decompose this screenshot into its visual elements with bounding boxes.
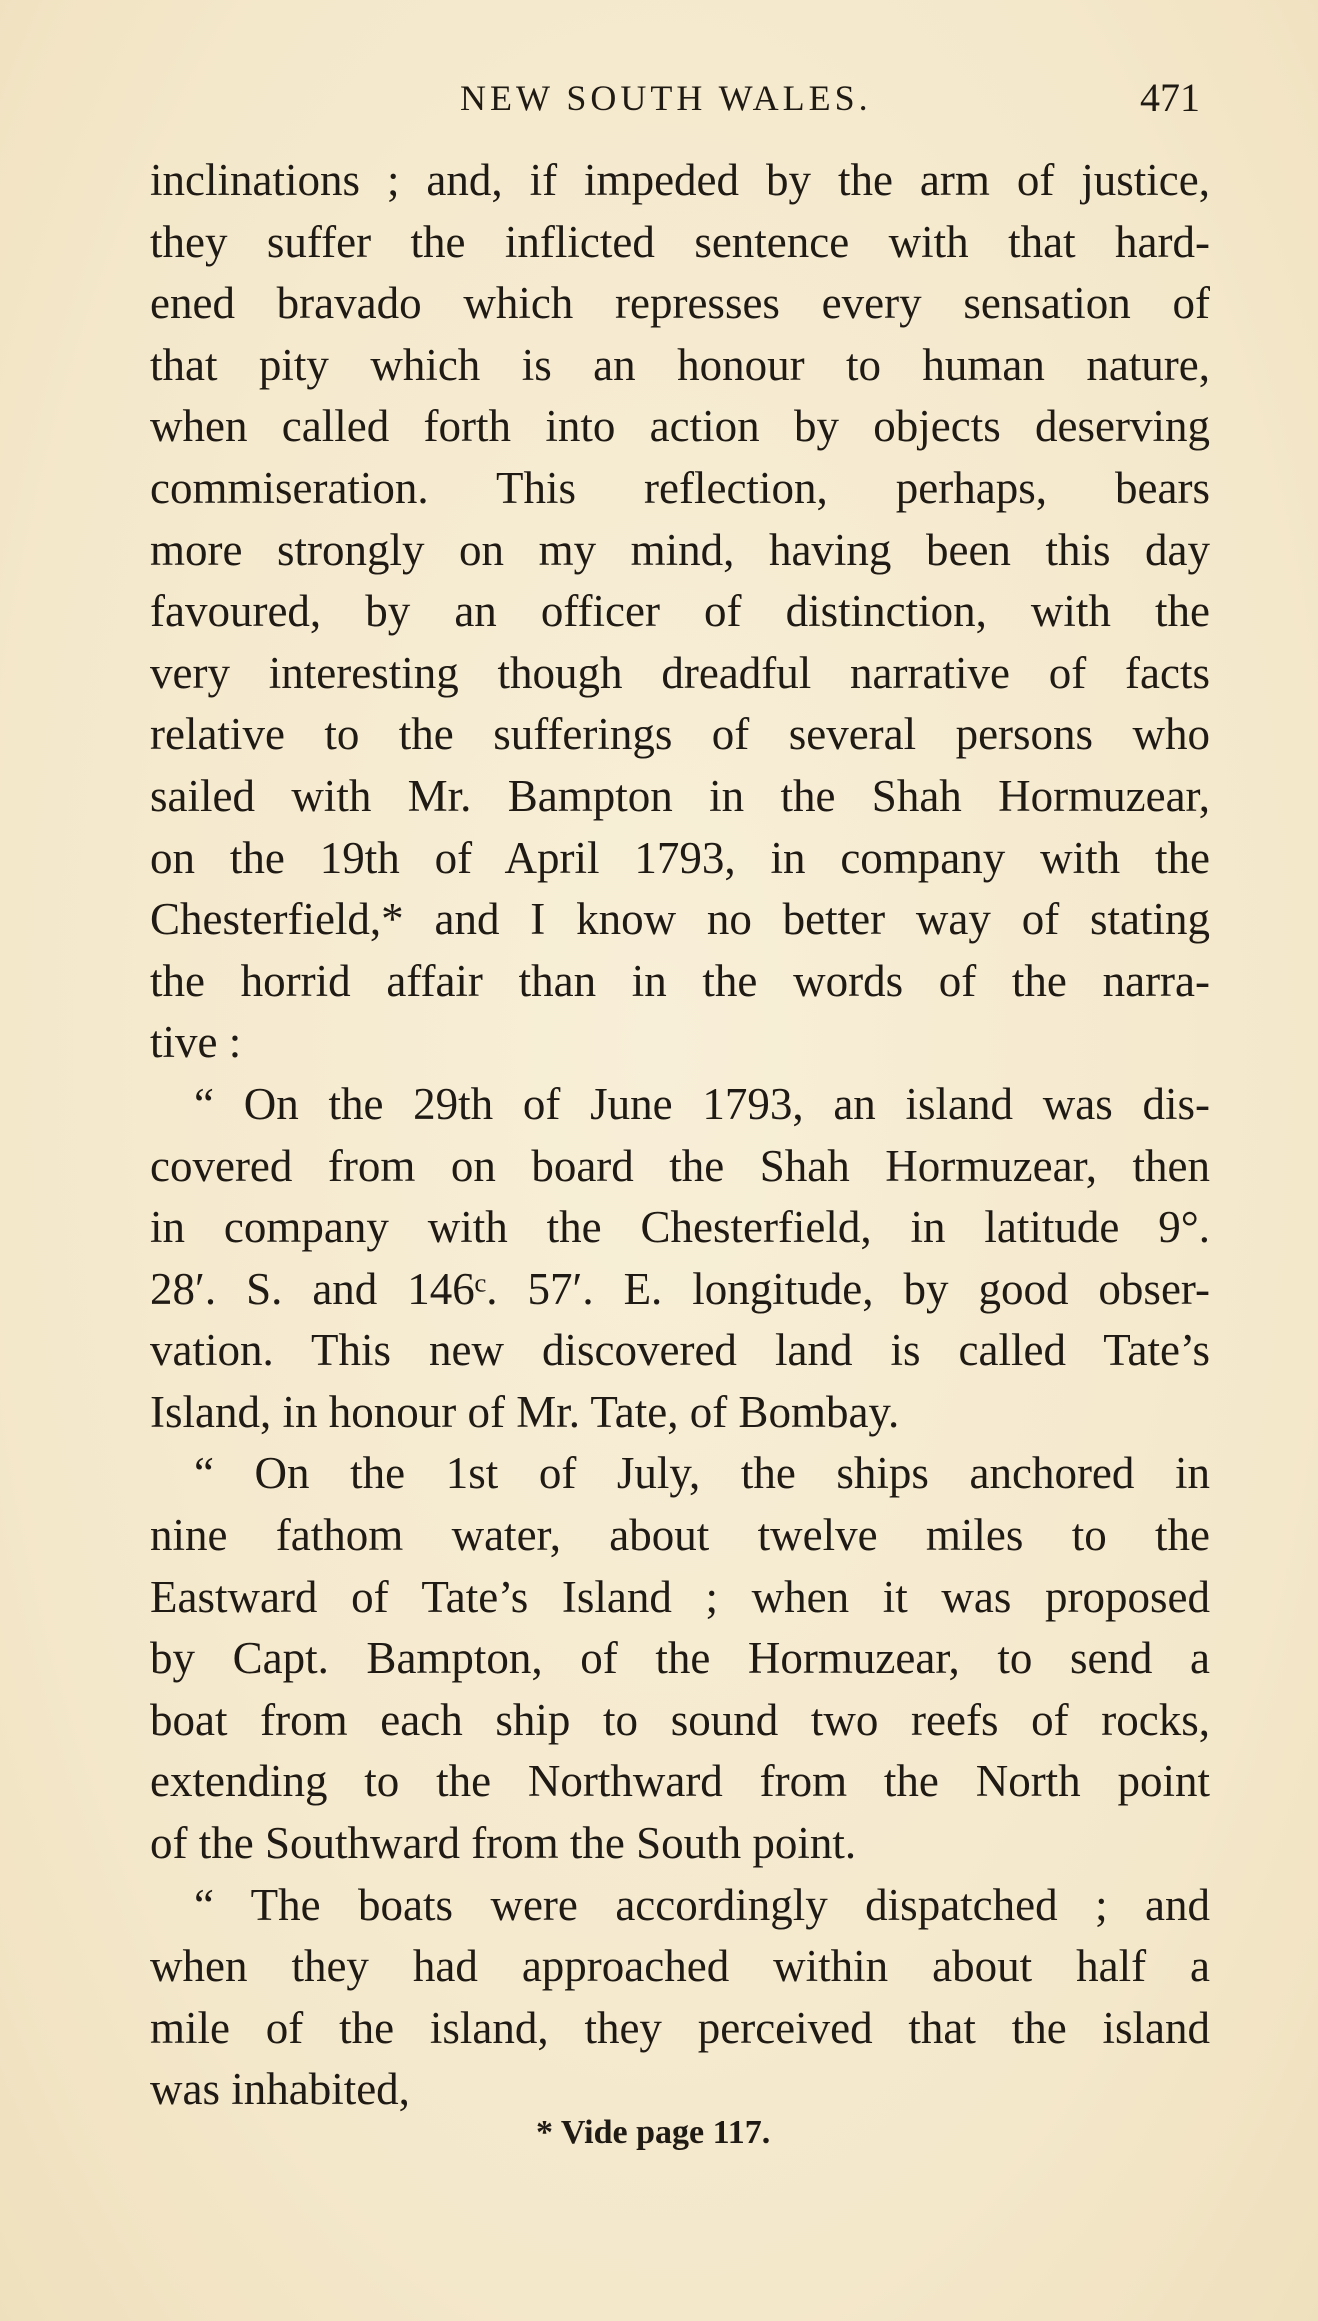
text-line: inclinations ; and, if impeded by the arm of justice, <box>150 155 1210 205</box>
text-line: of the Southward from the South point. <box>150 1818 857 1869</box>
text-line: “ On the 1st of July, the ships anchored in <box>194 1448 1210 1499</box>
text-line: sailed with Mr. Bampton in the Shah Hormuzear, <box>150 770 1210 821</box>
text-line: on the 19th of April 1793, in company with the <box>150 832 1210 883</box>
text-line: relative to the sufferings of several persons who <box>150 709 1210 760</box>
text-line: that pity which is an honour to human nature, <box>150 339 1210 390</box>
text-line: more strongly on my mind, having been this day <box>150 524 1210 575</box>
text-line: Island, in honour of Mr. Tate, of Bombay. <box>150 1386 900 1437</box>
body-text <box>150 150 1210 2121</box>
text-line: “ The boats were accordingly dispatched ; and <box>194 1879 1210 1930</box>
text-line: by Capt. Bampton, of the Hormuzear, to send a <box>150 1633 1210 1684</box>
text-line: nine fathom water, about twelve miles to the <box>150 1510 1210 1561</box>
text-line: in company with the Chesterfield, in latitude 9°. <box>150 1202 1210 1253</box>
text-line: tive : <box>150 1017 242 1068</box>
text-line: when they had approached within about half a <box>150 1941 1210 1992</box>
running-head <box>150 68 1200 128</box>
footnote: * Vide page 117. <box>536 2114 771 2151</box>
text-line: mile of the island, they perceived that the island <box>150 2002 1210 2053</box>
text-line: extending to the Northward from the North point <box>150 1756 1210 1807</box>
text-line: “ On the 29th of June 1793, an island was dis- <box>194 1078 1210 1129</box>
running-title: NEW SOUTH WALES. <box>460 78 872 118</box>
text-line: they suffer the inflicted sentence with that hard- <box>150 216 1210 267</box>
text-line: Eastward of Tate’s Island ; when it was proposed <box>150 1571 1210 1622</box>
text-line: was inhabited, <box>150 2064 410 2115</box>
text-line: covered from on board the Shah Hormuzear, then <box>150 1140 1210 1191</box>
text-line: the horrid affair than in the words of the narra- <box>150 955 1210 1006</box>
text-line: Chesterfield,* and I know no better way of stating <box>150 894 1210 945</box>
text-line: vation. This new discovered land is called Tate’s <box>150 1325 1210 1376</box>
text-line: commiseration. This reflection, perhaps, bears <box>150 462 1210 513</box>
text-line: favoured, by an officer of distinction, with the <box>150 586 1210 637</box>
text-line: very interesting though dreadful narrative of facts <box>150 647 1210 698</box>
text-line: when called forth into action by objects deserving <box>150 401 1210 452</box>
page-number: 471 <box>1140 75 1200 120</box>
text-line: boat from each ship to sound two reefs of rocks, <box>150 1694 1210 1745</box>
text-line: 28′. S. and 146ᶜ. 57′. E. longitude, by good obser- <box>150 1263 1210 1314</box>
text-line: ened bravado which represses every sensation of <box>150 278 1210 329</box>
